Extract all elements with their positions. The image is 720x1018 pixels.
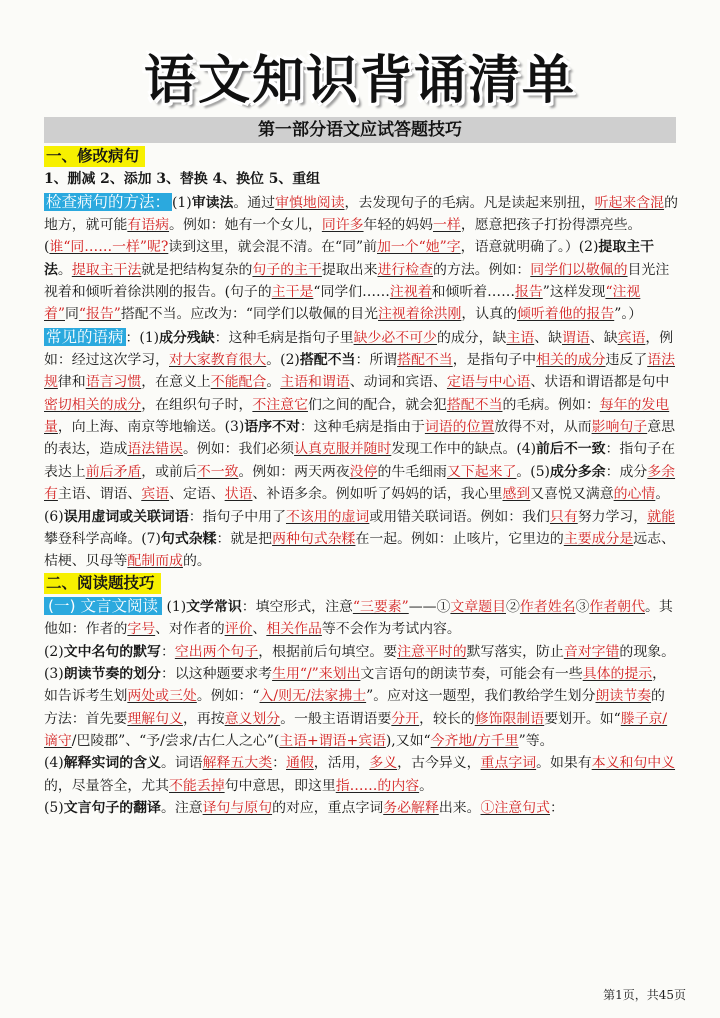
keyword: 作者姓名 [519,598,576,615]
text: 年轻的妈妈 [363,217,434,234]
text: ，或前后 [141,463,197,480]
term: 前后不一致 [536,441,606,458]
text: 。通过 [233,194,276,211]
keyword: 搭配不当 [397,352,453,369]
keyword: 听起来含混 [594,194,665,211]
keyword: 作者朝代 [589,598,645,615]
keyword: 注视着徐洪刚 [378,306,462,323]
text: ，再按 [182,710,225,727]
keyword: 入/则无/法家拂士 [259,688,367,705]
keyword: 主语和谓语 [280,374,350,391]
text: ——① [408,598,451,615]
keyword: 不该用的虚词 [285,508,370,525]
text: 发现工作中的缺点。(4) [391,441,537,458]
text: 。例如：“ [196,688,260,705]
label-check-methods: 检查病句的方法： [46,192,171,211]
keyword: 意义划分 [224,710,281,727]
label-classical-reading: (一) 文言文阅读 [44,597,162,615]
text: ”等。 [518,732,554,749]
keyword: 译句与原句 [202,799,273,816]
keyword: 生用“/”来划出 [272,665,361,682]
text: 、定语、 [169,486,225,503]
text: ③ [575,598,590,615]
text: 同 [65,306,79,323]
keyword: 有语病 [127,217,170,234]
text: 出来。 [438,799,481,816]
text: 努力学习， [577,508,648,525]
keyword: 一样 [433,217,461,234]
heading-text: 二、阅读题技巧 [44,573,161,594]
keyword: 音对字错 [563,643,620,660]
text: 在一起。例如：止咳片，它里边的 [355,530,564,547]
keyword: 搭配不当 [446,396,503,413]
text: 。(5) [516,463,550,480]
keyword: 空出两个句子 [174,643,259,660]
keyword: 加一个“她”字 [377,239,461,256]
text: ，愿意把孩子打扮得漂亮些。( [44,217,642,256]
text: ，例如：经过这次学习， [44,329,674,369]
term: 解释实词的含义 [63,755,161,772]
keyword: 只有 [549,508,578,525]
text: 的，尽量答全，尤其 [44,777,170,794]
text: ，在意义上 [141,374,211,391]
text: (1) [166,598,187,615]
text: /巴陵郡”、“予/尝求/古仁人之心”( [71,732,280,749]
keyword: 对大家教育很大 [169,352,267,369]
text: ),又如“ [385,732,431,749]
keyword: 两处或三处 [127,688,197,705]
paragraph-translation [44,797,678,819]
text: 或用错关联词语。例如：我们 [369,508,550,525]
part-title: 第一部分语文应试答题技巧 [44,117,676,143]
text: ： [160,643,175,660]
paragraph-word-meaning [44,752,678,797]
text: ：指句子在表达上 [44,441,675,480]
text: ，在组织句子时， [141,396,253,413]
term: 朗读节奏的划分 [63,665,161,682]
keyword: 谓语 [562,329,590,346]
text: 的。 [182,553,211,570]
text: 、补语多余。例如听了妈妈的话，我心里 [252,486,503,503]
keyword: 报告 [514,284,543,301]
keyword: 没停 [349,463,378,480]
keyword: 今齐地/方千里 [430,732,519,749]
term: 语序不对 [244,419,300,436]
term: 提取主干法 [44,239,654,278]
text: 的毛病。例如： [502,396,600,413]
keyword: 不注意它 [252,396,308,413]
text: ，古今异义， [397,755,481,772]
text: 放得不对，从而 [494,419,592,436]
text: ：(1) [125,329,160,346]
text: 律和 [57,374,86,391]
text: 。如果有 [536,755,592,772]
text: 、动词和宾语、 [349,374,447,391]
text: 。(6) [44,486,670,525]
keyword: 相关作品 [266,621,322,638]
label-common-errors: 常见的语病 [46,327,124,346]
keyword: 相关的成分 [536,352,606,369]
text: 提取出来 [321,261,378,278]
keyword: “报告” [78,306,121,323]
text: (5) [44,799,64,816]
heading-text: 一、修改病句 [44,146,145,167]
keyword: 的心情 [613,486,656,503]
text: ：这种毛病是指由于 [299,419,425,436]
keyword: 谁“同……一样”呢? [49,239,169,256]
text: 。例如：两天两夜 [238,463,350,480]
text: 读到这里，就会混不清。在“同”前 [168,239,377,256]
text: 句中意思，即这里 [224,777,336,794]
text: ：这种毛病是指句子里 [214,329,354,346]
text: 的方法：首先要 [44,688,665,727]
keyword: 修饰限制语 [474,710,545,727]
text: 又喜悦又满意 [530,486,614,503]
page-title: 语文知识背诵清单 [143,51,576,111]
keyword: 主要成分是 [563,530,634,547]
text: ：指句子中用了 [188,508,286,525]
keyword: 滕子京/谪守 [44,710,668,749]
term: 搭配不当 [299,352,356,369]
keyword: 同许多 [321,217,364,234]
keyword: “三要素” [352,598,409,615]
text: (3) [44,665,64,682]
keyword: 文章题目 [450,598,506,615]
term: 误用虚词或关联词语 [63,508,189,525]
keyword: 密切相关的成分 [44,396,142,413]
text: 的成分，缺 [436,329,507,346]
text: 、 [252,621,267,638]
keyword: 不能丢掉 [169,777,225,794]
text: ”这样发现 [542,284,606,301]
content [44,146,678,819]
keyword: 配制而成 [127,553,183,570]
keyword: 本义和句中义 [591,755,676,772]
keyword: 理解句义 [127,710,183,727]
keyword: 宾语 [141,486,170,503]
text: 攀登科学高峰。(7) [44,530,161,547]
keyword: 具体的提示 [582,665,653,682]
keyword: 分开 [391,710,420,727]
text: 、缺 [534,329,563,346]
keyword: 评价 [224,621,253,638]
text: 远志、桔梗、贝母等 [44,530,675,570]
keyword: 审慎地阅读 [275,194,345,211]
paragraph-rhythm [44,663,678,752]
text: 、对作者的 [155,621,225,638]
text: 的地方，就可能 [44,194,678,234]
text: ：成分 [605,463,648,480]
keyword: 句子的主干 [252,261,322,278]
keyword: 认真克服并随时 [294,441,392,458]
text: ：就是把 [216,530,273,547]
text: 。其他如：作者的 [44,598,673,638]
text: 。 [419,777,434,794]
text: (1) [172,194,192,211]
keyword: 提取主干法 [71,261,142,278]
keyword: 不能配合 [210,374,267,391]
text: ： [272,755,286,772]
keyword: 前后矛盾 [85,463,142,480]
text: 要划开。如“ [544,710,621,727]
text: 和倾听着…… [431,284,515,301]
text: 。例如：她有一个女儿， [169,217,322,234]
text: 。 [57,261,72,278]
keyword: 感到 [502,486,531,503]
keyword: 缺少必不可少 [353,329,437,346]
text: 的现象。 [619,643,675,660]
keyword: 多义 [369,755,398,772]
text: 的牛毛细雨 [377,463,447,480]
keyword: 务必解释 [383,799,439,816]
text: 就是把结构复杂的 [141,261,253,278]
keyword: 进行检查 [377,261,434,278]
keyword: 重点字词 [480,755,537,772]
keyword: 朗读节奏 [595,688,652,705]
keyword: 影响句子 [591,419,648,436]
text: ，活用， [313,755,370,772]
text: 的对应，重点字词 [272,799,384,816]
keyword: 不一致 [196,463,239,480]
text: ：填空形式，注意 [241,598,353,615]
keyword: 注意平时的 [397,643,467,660]
text: 违反了 [605,352,648,369]
keyword: 语法错误 [127,441,183,458]
term: 成分多余 [549,463,606,480]
text: 们之间的配合，就会犯 [307,396,447,413]
keyword: 每年的发电量 [44,396,670,436]
keyword: 主干是 [271,284,314,301]
text: ”。应对这一题型，我们教给学生划分 [366,688,596,705]
term: 句式杂糅 [160,530,217,547]
paragraph-common-errors [44,326,678,573]
keyword: 解释五大类 [202,755,273,772]
text: ：所谓 [355,352,398,369]
text: 默写落实，防止 [466,643,564,660]
text: 主语、谓语、 [57,486,142,503]
keyword: 语法规 [44,352,676,391]
term: 审读法 [191,194,234,211]
text: ：以这种题要求考 [160,665,273,682]
keyword: 注视着 [389,284,432,301]
text: 、状语和谓语都是句中 [530,374,670,391]
text: ，认真的 [461,306,517,323]
text: ，根据前后句填空。要 [258,643,398,660]
section-2-heading [44,573,678,595]
text: ，如告诉考生划 [44,665,667,705]
keyword: 多余有 [44,463,676,503]
keyword: 通假 [286,755,314,772]
keyword: “注视着” [44,284,641,323]
text: 。词语 [160,755,203,772]
text: 。 [266,374,281,391]
text: 。一般主语谓语要 [280,710,392,727]
term: 文学常识 [186,598,242,615]
text: ，是指句子中 [452,352,537,369]
text: 的方法。例如： [433,261,531,278]
keyword: 主语 [506,329,535,346]
text: ，去发现句子的毛病。凡是读起来别扭， [344,194,595,211]
text: 等不会作为考试内容。 [321,621,461,638]
keyword: 主语+谓语+宾语 [279,732,386,749]
text: ： [549,799,564,816]
page-number: 第1页，共45页 [603,988,686,1002]
keyword: 指……的内容 [335,777,420,794]
text: 目光注视着和倾听着徐洪刚的报告。(句子的 [44,261,670,301]
term: 文言句子的翻译 [63,799,161,816]
keyword: 词语的位置 [424,419,495,436]
keyword: 又下起来了 [446,463,517,480]
keyword: 语言习惯 [85,374,142,391]
text: ，语意就明确了。）(2) [460,239,599,256]
text: ，向上海、南京等地输送。(3) [57,419,245,436]
section-1-heading [44,146,678,168]
keyword: 倾听着他的报告 [516,306,615,323]
keyword: 宾语 [617,329,646,346]
text: (2) [44,643,64,660]
paragraph-dictation [44,641,678,663]
text: 。注意 [160,799,203,816]
keyword: ①注意句式 [480,799,550,816]
text: (4) [44,755,64,772]
text: ”。） [614,306,643,323]
text: 搭配不当。应改为：“同学们以敬佩的目光 [120,306,379,323]
keyword: 定语与中心语 [446,374,531,391]
paragraph-classical-reading [44,595,678,641]
text: ② [506,598,520,615]
keyword: 就能 [647,508,675,525]
keyword: 两种句式杂糅 [272,530,356,547]
keyword: 同学们以敬佩的 [530,261,628,278]
keyword: 状语 [224,486,253,503]
keyword: 字号 [127,621,156,638]
text: “同学们…… [313,284,390,301]
text: 。(2) [266,352,300,369]
text: 。例如：我们必须 [182,441,295,458]
term: 文中名句的默写 [63,643,161,660]
methods-list: 1、删减 2、添加 3、替换 4、换位 5、重组 [44,171,321,188]
term: 成分残缺 [159,329,215,346]
text: 文言语句的朗读节奏，可能会有一些 [360,665,583,682]
paragraph-check-methods [44,191,678,326]
text: 意思的表达，造成 [44,419,675,458]
text: 、缺 [589,329,618,346]
text: ，较长的 [419,710,475,727]
